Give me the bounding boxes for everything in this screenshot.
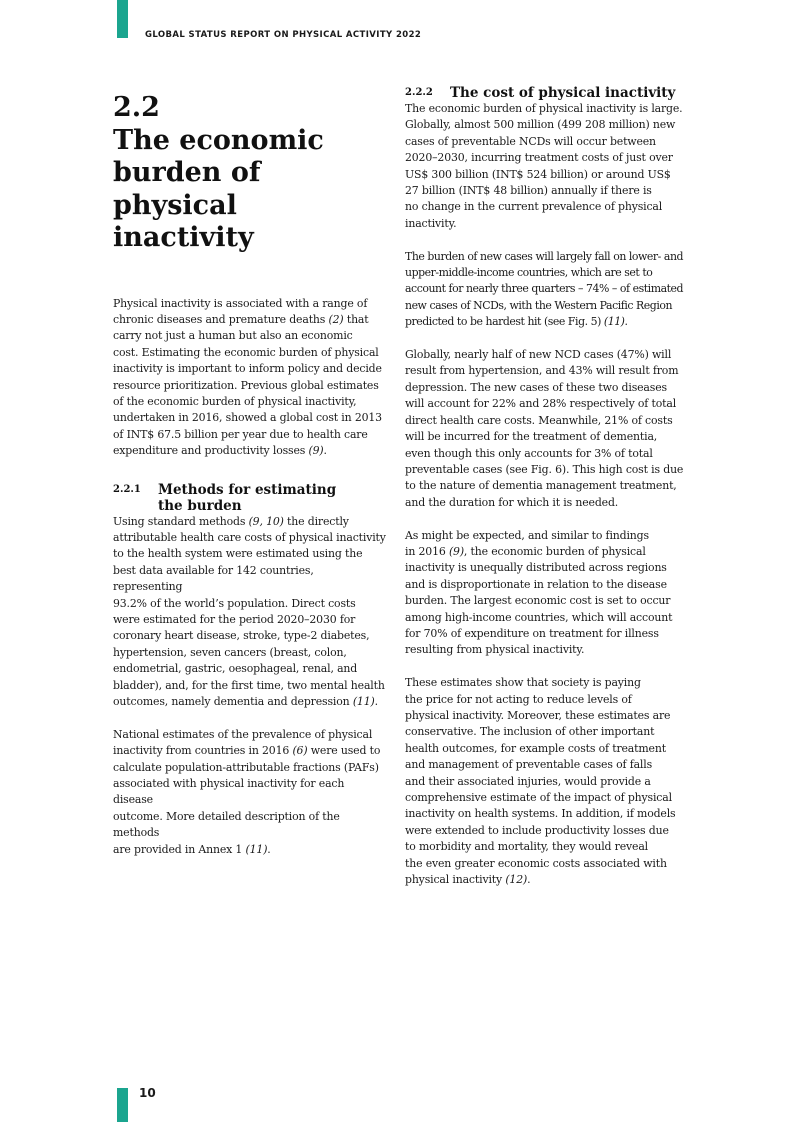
text-line: Globally, almost 500 million (499 208 million) new [405, 118, 676, 132]
text-line: predicted to be hardest hit (see Fig. 5) [405, 315, 604, 329]
text-line: 27 billion (INT$ 48 billion) annually if there is [405, 184, 652, 198]
section-title-line: burden of physical [113, 157, 261, 221]
text-line: These estimates show that society is paying [405, 676, 641, 690]
text-line: new cases of NCDs, with the Western Pacific Region [405, 298, 673, 312]
text-line: carry not just a human but also an economic [113, 329, 353, 343]
text-line: were extended to include productivity losses due [405, 823, 669, 837]
subsection-title-line: the burden [158, 497, 242, 514]
text-line: and their associated injuries, would provide a [405, 774, 651, 788]
subsection-title: The cost of physical inactivity [450, 85, 676, 101]
text-line: The economic burden of physical inactivity is large. [405, 102, 683, 115]
cost-paragraph-5 [405, 675, 685, 888]
text-line: direct health care costs. Meanwhile, 21% of costs [405, 413, 673, 427]
section-title [113, 125, 386, 255]
text-line: . [323, 444, 327, 458]
right-column [405, 85, 685, 905]
text-line: bladder), and, for the first time, two mental health [113, 678, 385, 692]
top-accent-bar [117, 0, 128, 38]
text-line: 93.2% of the world’s population. Direct costs [113, 596, 356, 610]
text-line: and is disproportionate in relation to the disease [405, 577, 667, 591]
citation: (11) [603, 315, 625, 329]
text-line: National estimates of the prevalence of physical [113, 727, 373, 741]
text-line: are provided in Annex 1 [113, 842, 246, 856]
text-line: . [624, 315, 628, 329]
text-line: physical inactivity [405, 873, 506, 887]
text-line: expenditure and productivity losses [113, 444, 309, 458]
text-line: cases of preventable NCDs will occur between [405, 134, 656, 148]
text-line: attributable health care costs of physical inactivity [113, 530, 386, 544]
page-number: 10 [139, 1086, 156, 1100]
text-line: . [267, 842, 271, 856]
text-line: cost. Estimating the economic burden of physical [113, 345, 379, 359]
text-line: to the nature of dementia management treatment, [405, 479, 677, 493]
cost-paragraph-1 [405, 101, 685, 232]
text-line: and management of preventable cases of falls [405, 758, 653, 772]
text-line: will be incurred for the treatment of dementia, [405, 430, 658, 444]
text-line: outcomes, namely dementia and depression [113, 695, 353, 709]
text-line: The burden of new cases will largely fall on lower- and [405, 249, 684, 263]
text-line: that [343, 312, 369, 326]
text-line: As might be expected, and similar to findings [405, 528, 649, 542]
text-line: inactivity is unequally distributed across regions [405, 561, 667, 575]
subsection-heading-2-2-1 [113, 482, 386, 514]
cost-paragraph-2 [405, 249, 685, 331]
text-line: and the duration for which it is needed. [405, 495, 619, 509]
intro-paragraph [113, 296, 386, 460]
subsection-title [158, 482, 336, 514]
text-line: hypertension, seven cancers (breast, colon, [113, 645, 347, 659]
text-line: , the economic burden of physical [463, 544, 646, 558]
citation: (9, 10) [248, 514, 284, 528]
section-number: 2.2 [113, 92, 160, 123]
text-line: associated with physical inactivity for each disease [113, 777, 345, 807]
text-line: among high-income countries, which will account [405, 610, 673, 624]
subsection-number: 2.2.1 [113, 483, 141, 495]
text-line: were estimated for the period 2020–2030 for [113, 613, 356, 626]
text-line: coronary heart disease, stroke, type-2 diabetes, [113, 629, 370, 643]
text-line: Globally, nearly half of new NCD cases (47%) will [405, 348, 672, 362]
text-line: Physical inactivity is associated with a range of [113, 296, 368, 310]
text-line: to the health system were estimated using the [113, 547, 363, 561]
section-title-line: inactivity [113, 222, 254, 253]
text-line: the price for not acting to reduce levels of [405, 692, 632, 706]
section-title-line: The economic [113, 124, 324, 156]
methods-paragraph-2 [113, 727, 386, 858]
citation: (11) [352, 695, 375, 709]
text-line: inactivity is important to inform policy and decide [113, 362, 382, 376]
text-line: burden. The largest economic cost is set to occur [405, 594, 671, 608]
methods-paragraph-1 [113, 514, 386, 711]
text-line: undertaken in 2016, showed a global cost in 2013 [113, 411, 382, 425]
text-line: of INT$ 67.5 billion per year due to health care [113, 427, 368, 441]
text-line: of the economic burden of physical inactivity, [113, 394, 357, 408]
text-line: to morbidity and mortality, they would reveal [405, 840, 648, 854]
cost-paragraph-4 [405, 528, 685, 659]
left-column [113, 92, 386, 874]
text-line: 2020–2030, incurring treatment costs of just over [405, 151, 673, 165]
text-line: endometrial, gastric, oesophageal, renal, and [113, 662, 358, 676]
text-line: best data available for 142 countries, representing [113, 563, 314, 594]
citation: (9) [448, 544, 464, 558]
text-line: conservative. The inclusion of other important [405, 725, 655, 739]
citation: (6) [292, 744, 308, 758]
text-line: resulting from physical inactivity. [405, 643, 585, 657]
subsection-title-line: Methods for estimating [158, 481, 337, 498]
text-line: physical inactivity. Moreover, these estimates are [405, 708, 671, 722]
cost-paragraph-3 [405, 347, 685, 511]
text-line: depression. The new cases of these two diseases [405, 380, 667, 394]
text-line: outcome. More detailed description of the methods [113, 809, 340, 840]
citation: (2) [328, 312, 344, 326]
running-header: GLOBAL STATUS REPORT ON PHYSICAL ACTIVITY 2022 [145, 30, 422, 40]
subsection-number: 2.2.2 [405, 87, 433, 98]
text-line: upper-middle-income countries, which are set to [405, 266, 653, 280]
text-line: chronic diseases and premature deaths [113, 312, 329, 326]
citation: (11) [245, 842, 268, 856]
text-line: were used to [307, 744, 381, 758]
citation: (9) [308, 444, 324, 458]
text-line: inactivity on health systems. In addition, if models [405, 807, 676, 821]
text-line: comprehensive estimate of the impact of physical [405, 791, 672, 804]
text-line: inactivity from countries in 2016 [113, 744, 293, 758]
text-line: even though this only accounts for 3% of total [405, 446, 653, 460]
text-line: the even greater economic costs associated with [405, 856, 667, 870]
text-line: Using standard methods [113, 514, 249, 528]
text-line: resource prioritization. Previous global estimates [113, 378, 379, 392]
text-line: account for nearly three quarters – 74% – of estimated [405, 282, 684, 296]
subsection-heading-2-2-2 [405, 85, 685, 101]
text-line: for 70% of expenditure on treatment for illness [405, 626, 659, 640]
text-line: will account for 22% and 28% respectively of total [405, 397, 677, 411]
text-line: health outcomes, for example costs of treatment [405, 741, 666, 755]
text-line: the directly [283, 514, 349, 528]
text-line: inactivity. [405, 216, 457, 230]
bottom-accent-bar [117, 1088, 128, 1122]
text-line: in 2016 [405, 544, 449, 558]
text-line: . [527, 873, 531, 887]
text-line: calculate population-attributable fractions (PAFs) [113, 760, 379, 774]
text-line: US$ 300 billion (INT$ 524 billion) or around US$ [405, 167, 671, 181]
text-line: result from hypertension, and 43% will result from [405, 364, 679, 378]
citation: (12) [505, 873, 528, 887]
text-line: preventable cases (see Fig. 6). This high cost is due [405, 462, 684, 476]
text-line: no change in the current prevalence of physical [405, 200, 663, 214]
text-line: . [374, 695, 378, 709]
